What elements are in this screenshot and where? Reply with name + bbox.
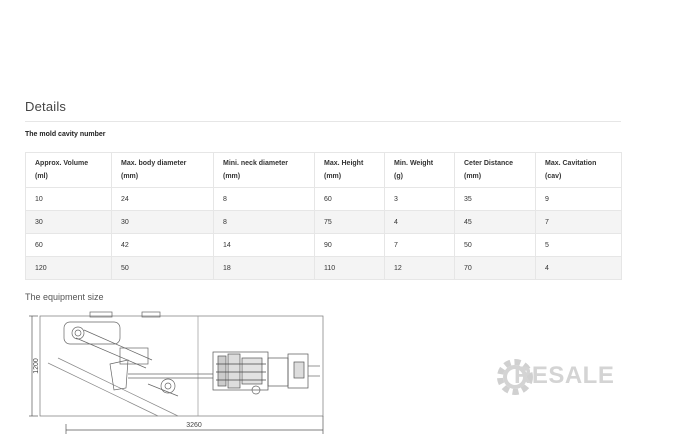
width-dimension-label: 3260 xyxy=(186,422,202,429)
table-cell: 30 xyxy=(26,211,112,234)
header-label: Ceter Distance xyxy=(464,160,514,167)
table-cell: 12 xyxy=(385,257,455,280)
table-cell: 30 xyxy=(112,211,214,234)
header-unit: (g) xyxy=(394,173,403,180)
header-unit: (cav) xyxy=(545,173,562,180)
table-row xyxy=(26,257,622,280)
table-cell: 42 xyxy=(112,234,214,257)
header-unit: (ml) xyxy=(35,173,48,180)
table-cell: 18 xyxy=(214,257,315,280)
details-title: Details xyxy=(25,99,67,114)
header-volume xyxy=(26,153,112,188)
header-unit: (mm) xyxy=(324,173,342,180)
table-cell: 60 xyxy=(26,234,112,257)
table-cell: 24 xyxy=(112,188,214,211)
table-cell: 50 xyxy=(455,234,536,257)
table-caption: The mold cavity number xyxy=(25,131,106,138)
table-cell: 45 xyxy=(455,211,536,234)
header-unit: (mm) xyxy=(464,173,482,180)
table-cell: 60 xyxy=(315,188,385,211)
watermark-text: RESALE xyxy=(514,362,615,389)
table-cell: 8 xyxy=(214,211,315,234)
height-dimension-label: 1200 xyxy=(33,358,40,374)
table-cell: 4 xyxy=(536,257,622,280)
table-cell: 3 xyxy=(385,188,455,211)
table-cell: 75 xyxy=(315,211,385,234)
table-cell: 8 xyxy=(214,188,315,211)
table-row xyxy=(26,188,622,211)
table-cell: 5 xyxy=(536,234,622,257)
equipment-size-title: The equipment size xyxy=(25,292,104,302)
table-cell: 7 xyxy=(385,234,455,257)
table-cell: 4 xyxy=(385,211,455,234)
header-label: Max. Height xyxy=(324,160,364,167)
table-cell: 70 xyxy=(455,257,536,280)
divider xyxy=(25,121,621,122)
header-label: Mini. neck diameter xyxy=(223,160,288,167)
header-label: Max. body diameter xyxy=(121,160,187,167)
table-cell: 120 xyxy=(26,257,112,280)
header-unit: (mm) xyxy=(121,173,139,180)
table-cell: 90 xyxy=(315,234,385,257)
header-unit: (mm) xyxy=(223,173,241,180)
header-label: Max. Cavitation xyxy=(545,160,597,167)
header-cavitation xyxy=(536,153,622,188)
header-height xyxy=(315,153,385,188)
header-neck-diameter xyxy=(214,153,315,188)
table-cell: 10 xyxy=(26,188,112,211)
table-cell: 9 xyxy=(536,188,622,211)
table-cell: 14 xyxy=(214,234,315,257)
header-label: Min. Weight xyxy=(394,160,434,167)
table-row xyxy=(26,211,622,234)
table-row xyxy=(26,234,622,257)
mold-cavity-table xyxy=(25,152,622,280)
equipment-drawing xyxy=(28,308,338,438)
header-weight xyxy=(385,153,455,188)
header-body-diameter xyxy=(112,153,214,188)
table-cell: 50 xyxy=(112,257,214,280)
header-center-distance xyxy=(455,153,536,188)
table-cell: 110 xyxy=(315,257,385,280)
table-cell: 35 xyxy=(455,188,536,211)
table-cell: 7 xyxy=(536,211,622,234)
header-label: Approx. Volume xyxy=(35,160,89,167)
table-header-row xyxy=(26,153,622,188)
